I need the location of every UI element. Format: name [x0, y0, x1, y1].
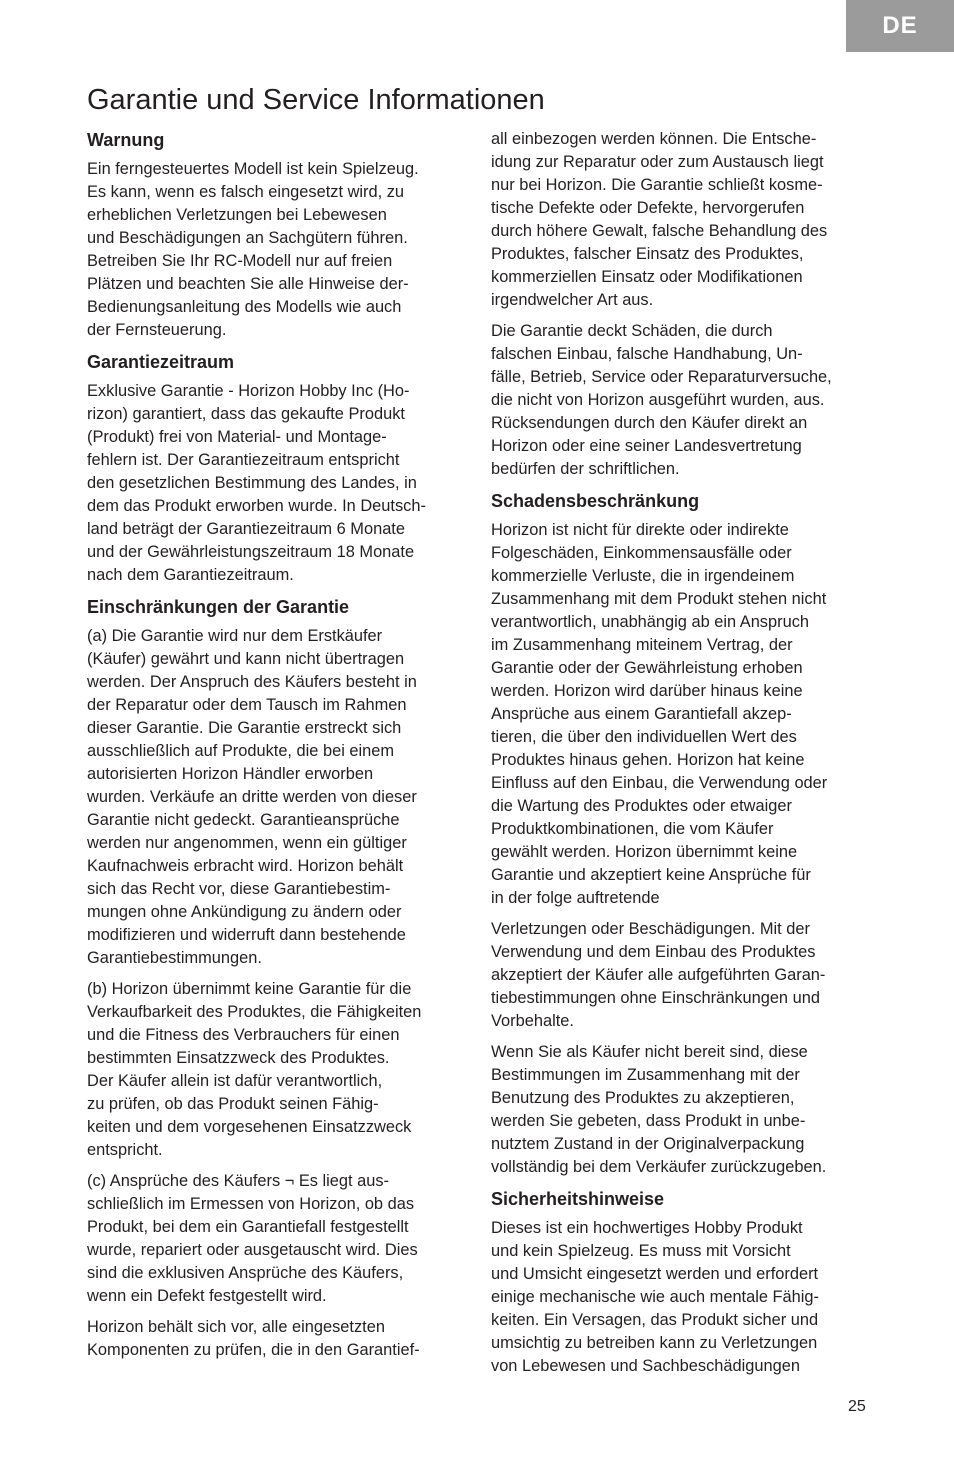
text-line: Rücksendungen durch den Käufer direkt an	[491, 414, 808, 432]
text-line: wurde, repariert oder ausgetauscht wird. Dies	[87, 1241, 418, 1259]
text-line: Produktes hinaus gehen. Horizon hat keine	[491, 751, 805, 769]
text-line: Wenn Sie als Käufer nicht bereit sind, diese	[491, 1043, 808, 1061]
text-line: Exklusive Garantie - Horizon Hobby Inc (Ho-	[87, 382, 410, 400]
text-line: durch höhere Gewalt, falsche Behandlung des	[491, 222, 828, 240]
text-line: werden. Der Anspruch des Käufers besteht in	[87, 673, 417, 691]
text-line: der Reparatur oder dem Tausch im Rahmen	[87, 696, 407, 714]
paragraph	[491, 128, 874, 312]
text-line: die nicht von Horizon ausgeführt wurden, aus.	[491, 391, 825, 409]
paragraph	[491, 1217, 874, 1378]
paragraph	[87, 1170, 470, 1308]
section-heading: Warnung	[87, 130, 165, 150]
text-line: werden nur angenommen, wenn ein gültiger	[87, 834, 407, 852]
text-line: die Wartung des Produktes oder etwaiger	[491, 797, 792, 815]
text-line: nach dem Garantiezeitraum.	[87, 566, 294, 584]
section-heading: Sicherheitshinweise	[491, 1189, 665, 1209]
text-line: Horizon oder eine seiner Landesvertretung	[491, 437, 802, 455]
right-column	[491, 128, 874, 1386]
text-line: falschen Einbau, falsche Handhabung, Un-	[491, 345, 803, 363]
text-line: werden. Horizon wird darüber hinaus keine	[491, 682, 803, 700]
text-line: Kaufnachweis erbracht wird. Horizon behält	[87, 857, 404, 875]
text-line: ausschließlich auf Produkte, die bei einem	[87, 742, 395, 760]
text-line: Garantie nicht gedeckt. Garantieansprüche	[87, 811, 400, 829]
text-line: bedürfen der schriftlichen.	[491, 460, 680, 478]
text-line: im Zusammenhang miteinem Vertrag, der	[491, 636, 793, 654]
text-line: irgendwelcher Art aus.	[491, 291, 654, 309]
text-line: idung zur Reparatur oder zum Austausch liegt	[491, 153, 824, 171]
text-line: erheblichen Verletzungen bei Lebewesen	[87, 206, 387, 224]
text-line: (Käufer) gewährt und kann nicht übertragen	[87, 650, 405, 668]
text-line: sich das Recht vor, diese Garantiebestim-	[87, 880, 391, 898]
text-line: Zusammenhang mit dem Produkt stehen nicht	[491, 590, 827, 608]
text-line: rizon) garantiert, dass das gekaufte Produkt	[87, 405, 405, 423]
text-line: in der folge auftretende	[491, 889, 660, 907]
text-line: Vorbehalte.	[491, 1012, 574, 1030]
text-line: Garantiebestimmungen.	[87, 949, 262, 967]
text-line: werden Sie gebeten, dass Produkt in unbe-	[491, 1112, 806, 1130]
text-line: kommerzielle Verluste, die in irgendeinem	[491, 567, 795, 585]
text-line: Folgeschäden, Einkommensausfälle oder	[491, 544, 792, 562]
text-line: Dieses ist ein hochwertiges Hobby Produkt	[491, 1219, 803, 1237]
paragraph	[491, 1041, 874, 1179]
text-line: nutztem Zustand in der Originalverpackung	[491, 1135, 805, 1153]
text-line: sind die exklusiven Ansprüche des Käufers,	[87, 1264, 404, 1282]
text-line: Es kann, wenn es falsch eingesetzt wird, zu	[87, 183, 405, 201]
text-line: vollständig bei dem Verkäufer zurückzugeben.	[491, 1158, 827, 1176]
text-line: Verwendung und dem Einbau des Produktes	[491, 943, 816, 961]
section-heading: Einschränkungen der Garantie	[87, 597, 350, 617]
text-line: nur bei Horizon. Die Garantie schließt kosme-	[491, 176, 823, 194]
text-line: (c) Ansprüche des Käufers ¬ Es liegt aus-	[87, 1172, 390, 1190]
paragraph	[491, 320, 874, 481]
paragraph	[87, 380, 470, 587]
text-line: Ein ferngesteuertes Modell ist kein Spielzeug.	[87, 160, 419, 178]
text-line: Bedienungsanleitung des Modells wie auch	[87, 298, 402, 316]
paragraph	[491, 519, 874, 910]
page-number: 25	[848, 1398, 866, 1415]
text-line: (a) Die Garantie wird nur dem Erstkäufer	[87, 627, 383, 645]
text-line: der Fernsteuerung.	[87, 321, 227, 339]
text-line: Produkt, bei dem ein Garantiefall festgestellt	[87, 1218, 409, 1236]
text-line: Verkaufbarkeit des Produktes, die Fähigkeiten	[87, 1003, 422, 1021]
section-heading: Schadensbeschränkung	[491, 491, 700, 511]
left-column	[87, 128, 470, 1370]
text-line: kommerziellen Einsatz oder Modifikationen	[491, 268, 803, 286]
text-line: fehlern ist. Der Garantiezeitraum entspricht	[87, 451, 400, 469]
text-line: all einbezogen werden können. Die Entsche-	[491, 130, 817, 148]
text-line: schließlich im Ermessen von Horizon, ob das	[87, 1195, 415, 1213]
text-line: land beträgt der Garantiezeitraum 6 Monate	[87, 520, 405, 538]
text-line: fälle, Betrieb, Service oder Reparaturversuche,	[491, 368, 832, 386]
text-line: Komponenten zu prüfen, die in den Garantief-	[87, 1341, 420, 1359]
text-line: wurden. Verkäufe an dritte werden von dieser	[87, 788, 417, 806]
text-line: mungen ohne Ankündigung zu ändern oder	[87, 903, 402, 921]
text-line: Horizon ist nicht für direkte oder indirekte	[491, 521, 789, 539]
text-line: Produktes, falscher Einsatz des Produktes,	[491, 245, 804, 263]
text-line: und Umsicht eingesetzt werden und erfordert	[491, 1265, 819, 1283]
text-line: und kein Spielzeug. Es muss mit Vorsicht	[491, 1242, 791, 1260]
text-line: und die Fitness des Verbrauchers für einen	[87, 1026, 400, 1044]
text-line: umsichtig zu betreiben kann zu Verletzungen	[491, 1334, 818, 1352]
paragraph	[87, 158, 470, 342]
text-line: Der Käufer allein ist dafür verantwortlich,	[87, 1072, 383, 1090]
text-line: und der Gewährleistungszeitraum 18 Monate	[87, 543, 415, 561]
paragraph	[87, 625, 470, 970]
text-line: gewählt werden. Horizon übernimmt keine	[491, 843, 798, 861]
text-line: akzeptiert der Käufer alle aufgeführten Garan-	[491, 966, 826, 984]
text-line: Garantie oder der Gewährleistung erhoben	[491, 659, 803, 677]
text-line: dem das Produkt erworben wurde. In Deutsch-	[87, 497, 426, 515]
text-line: modifizieren und widerruft dann bestehende	[87, 926, 406, 944]
text-line: tieren, die über den individuellen Wert des	[491, 728, 797, 746]
paragraph	[87, 978, 470, 1162]
text-line: keiten. Ein Versagen, das Produkt sicher und	[491, 1311, 819, 1329]
text-line: Ansprüche aus einem Garantiefall akzep-	[491, 705, 792, 723]
text-line: tische Defekte oder Defekte, hervorgerufen	[491, 199, 805, 217]
text-line: Produktkombinationen, die vom Käufer	[491, 820, 774, 838]
text-line: keiten und dem vorgesehenen Einsatzzweck	[87, 1118, 412, 1136]
text-line: entspricht.	[87, 1141, 163, 1159]
text-line: Die Garantie deckt Schäden, die durch	[491, 322, 773, 340]
page-title: Garantie und Service Informationen	[87, 84, 545, 116]
text-line: Verletzungen oder Beschädigungen. Mit der	[491, 920, 810, 938]
paragraph	[491, 918, 874, 1033]
paragraph	[87, 1316, 470, 1362]
language-tab: DE	[846, 0, 954, 52]
text-line: Plätzen und beachten Sie alle Hinweise der-	[87, 275, 409, 293]
text-line: Garantie und akzeptiert keine Ansprüche für	[491, 866, 811, 884]
text-line: autorisierten Horizon Händler erworben	[87, 765, 374, 783]
text-line: den gesetzlichen Bestimmung des Landes, in	[87, 474, 417, 492]
text-line: bestimmten Einsatzzweck des Produktes.	[87, 1049, 390, 1067]
text-line: (Produkt) frei von Material- und Montage-	[87, 428, 387, 446]
text-line: Einfluss auf den Einbau, die Verwendung oder	[491, 774, 828, 792]
text-line: verantwortlich, unabhängig ab ein Anspruch	[491, 613, 810, 631]
text-line: tiebestimmungen ohne Einschränkungen und	[491, 989, 820, 1007]
text-line: Horizon behält sich vor, alle eingesetzten	[87, 1318, 385, 1336]
text-line: dieser Garantie. Die Garantie erstreckt sich	[87, 719, 402, 737]
text-line: Bestimmungen im Zusammenhang mit der	[491, 1066, 800, 1084]
text-line: wenn ein Defekt festgestellt wird.	[87, 1287, 327, 1305]
text-line: Betreiben Sie Ihr RC-Modell nur auf freien	[87, 252, 393, 270]
section-heading: Garantiezeitraum	[87, 352, 235, 372]
text-line: einige mechanische wie auch mentale Fähig-	[491, 1288, 819, 1306]
text-line: (b) Horizon übernimmt keine Garantie für die	[87, 980, 412, 998]
text-line: Benutzung des Produktes zu akzeptieren,	[491, 1089, 795, 1107]
text-line: zu prüfen, ob das Produkt seinen Fähig-	[87, 1095, 379, 1113]
text-line: von Lebewesen und Sachbeschädigungen	[491, 1357, 800, 1375]
text-line: und Beschädigungen an Sachgütern führen.	[87, 229, 408, 247]
